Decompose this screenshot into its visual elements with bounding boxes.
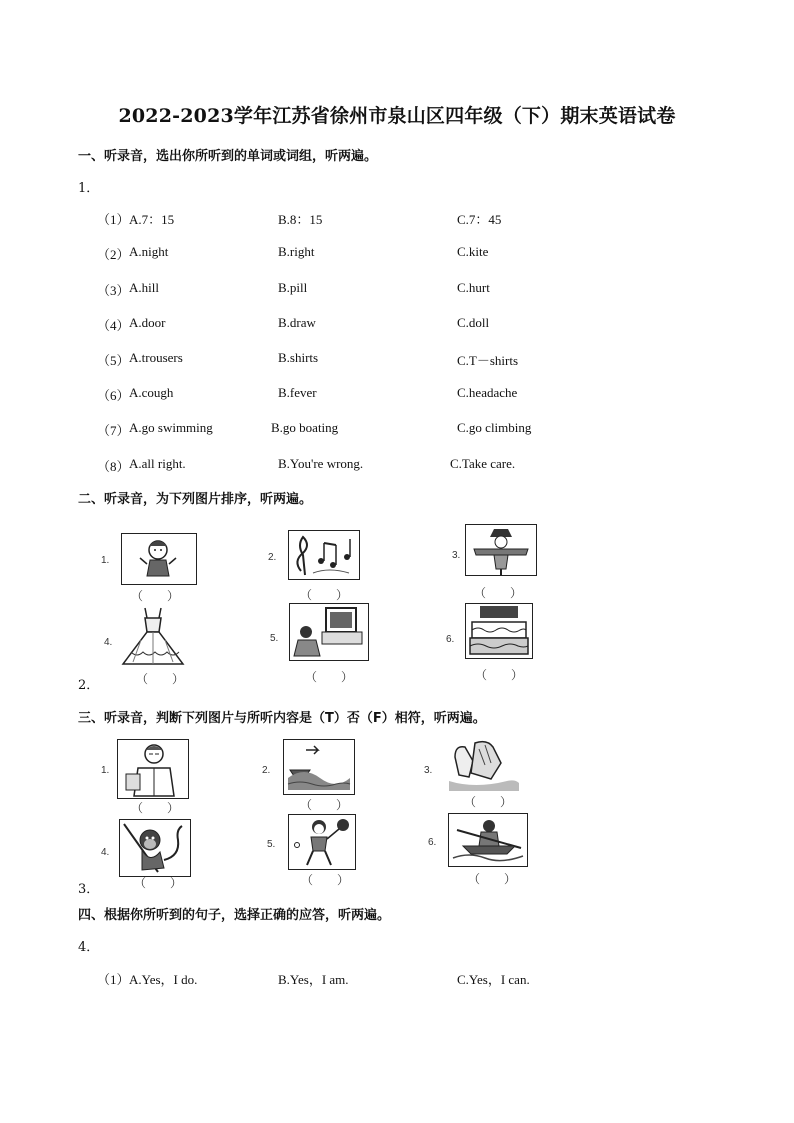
q1-option-b[interactable]: B.draw [278,315,316,330]
q4-option-c[interactable]: C.Yes，I can. [457,972,530,987]
q3-picture-label: 6. [428,837,437,848]
q1-option-b[interactable]: B.fever [278,385,317,400]
q3-picture-label: 4. [101,847,110,858]
q1-item-number: （3） [97,283,130,298]
q1-option-a[interactable]: A.door [129,315,166,330]
q1-option-a[interactable]: A.all right. [129,456,186,471]
tv-watching-icon [289,603,369,661]
answer-blank[interactable]: （ ） [300,588,349,602]
q2-picture-label: 6. [446,634,455,645]
q1-option-c[interactable]: C.T－shirts [457,353,519,368]
q1-item-number: （1） [97,212,130,227]
answer-blank[interactable]: （ ） [301,873,350,887]
answer-blank[interactable]: （ ） [300,798,349,812]
q1-option-c[interactable]: C.kite [457,244,489,259]
question-number-3: 3． [78,882,100,897]
section-heading-2: 二、听录音，为下列图片排序，听两遍。 [78,492,313,507]
monkey-icon [119,819,191,877]
doctor-icon [117,739,189,799]
q1-option-b[interactable]: B.right [278,244,315,259]
section-heading-1: 一、听录音，选出你所听到的单词或词组，听两遍。 [78,149,378,164]
q3-picture-label: 1. [101,765,110,776]
q1-item-number: （2） [97,247,130,262]
q1-option-c[interactable]: C.go climbing [457,420,532,435]
q3-picture-label: 3. [424,765,433,776]
q1-option-b[interactable]: B.pill [278,280,308,295]
answer-blank[interactable]: （ ） [134,876,183,890]
q1-option-c[interactable]: C.hurt [457,280,490,295]
answer-blank[interactable]: （ ） [464,795,513,809]
dress-icon [117,606,189,668]
q1-option-a[interactable]: A.go swimming [129,420,213,435]
scarecrow-icon [465,524,537,576]
q1-item-number: （6） [97,388,130,403]
question-number-1: 1． [78,181,100,196]
q1-item-number: （8） [97,459,130,474]
q1-option-c[interactable]: C.7：45 [457,212,502,227]
q1-item-number: （5） [97,353,130,368]
q1-item-number: （4） [97,318,130,333]
birthday-cake-icon [465,603,533,659]
question-number-2: 2． [78,678,100,693]
q3-picture-label: 2. [262,765,271,776]
q1-option-a[interactable]: A.night [129,244,169,259]
q1-item-number: （7） [97,423,130,438]
q1-option-b[interactable]: B.You're wrong. [278,456,364,471]
q4-option-b[interactable]: B.Yes，I am. [278,972,349,987]
answer-blank[interactable]: （ ） [475,668,524,682]
answer-blank[interactable]: （ ） [131,801,180,815]
q1-option-a[interactable]: A.cough [129,385,174,400]
q2-picture-label: 2. [268,552,277,563]
q1-option-b[interactable]: B.go boating [271,420,339,435]
page-title: 2022-2023学年江苏省徐州市泉山区四年级（下）期末英语试卷 [118,105,676,127]
question-number-4: 4． [78,940,100,955]
gloves-icon [445,735,523,793]
q2-picture-label: 5. [270,633,279,644]
music-notes-icon [288,530,360,580]
q2-picture-label: 1. [101,555,110,566]
q4-item-number: （1） [97,972,130,987]
q1-option-a[interactable]: A.7：15 [129,212,175,227]
answer-blank[interactable]: （ ） [131,589,180,603]
answer-blank[interactable]: （ ） [474,586,523,600]
boat-on-water-icon [283,739,355,795]
q2-picture-label: 3. [452,550,461,561]
q1-option-c[interactable]: C.Take care. [450,456,516,471]
answer-blank[interactable]: （ ） [305,670,354,684]
q4-option-a[interactable]: A.Yes，I do. [129,972,198,987]
q1-option-b[interactable]: B.shirts [278,350,319,365]
answer-blank[interactable]: （ ） [468,872,517,886]
girl-picture-icon [121,533,197,585]
boy-ping-pong-icon [288,814,356,870]
q1-option-a[interactable]: A.hill [129,280,159,295]
answer-blank[interactable]: （ ） [136,672,185,686]
q3-picture-label: 5. [267,839,276,850]
section-heading-4: 四、根据你所听到的句子，选择正确的应答，听两遍。 [78,908,391,923]
q1-option-a[interactable]: A.trousers [129,350,183,365]
section-heading-3: 三、听录音，判断下列图片与所听内容是（T）否（F）相符，听两遍。 [78,711,486,726]
q1-option-b[interactable]: B.8：15 [278,212,323,227]
boy-rowing-icon [448,813,528,867]
q2-picture-label: 4. [104,637,113,648]
q1-option-c[interactable]: C.doll [457,315,490,330]
q1-option-c[interactable]: C.headache [457,385,518,400]
